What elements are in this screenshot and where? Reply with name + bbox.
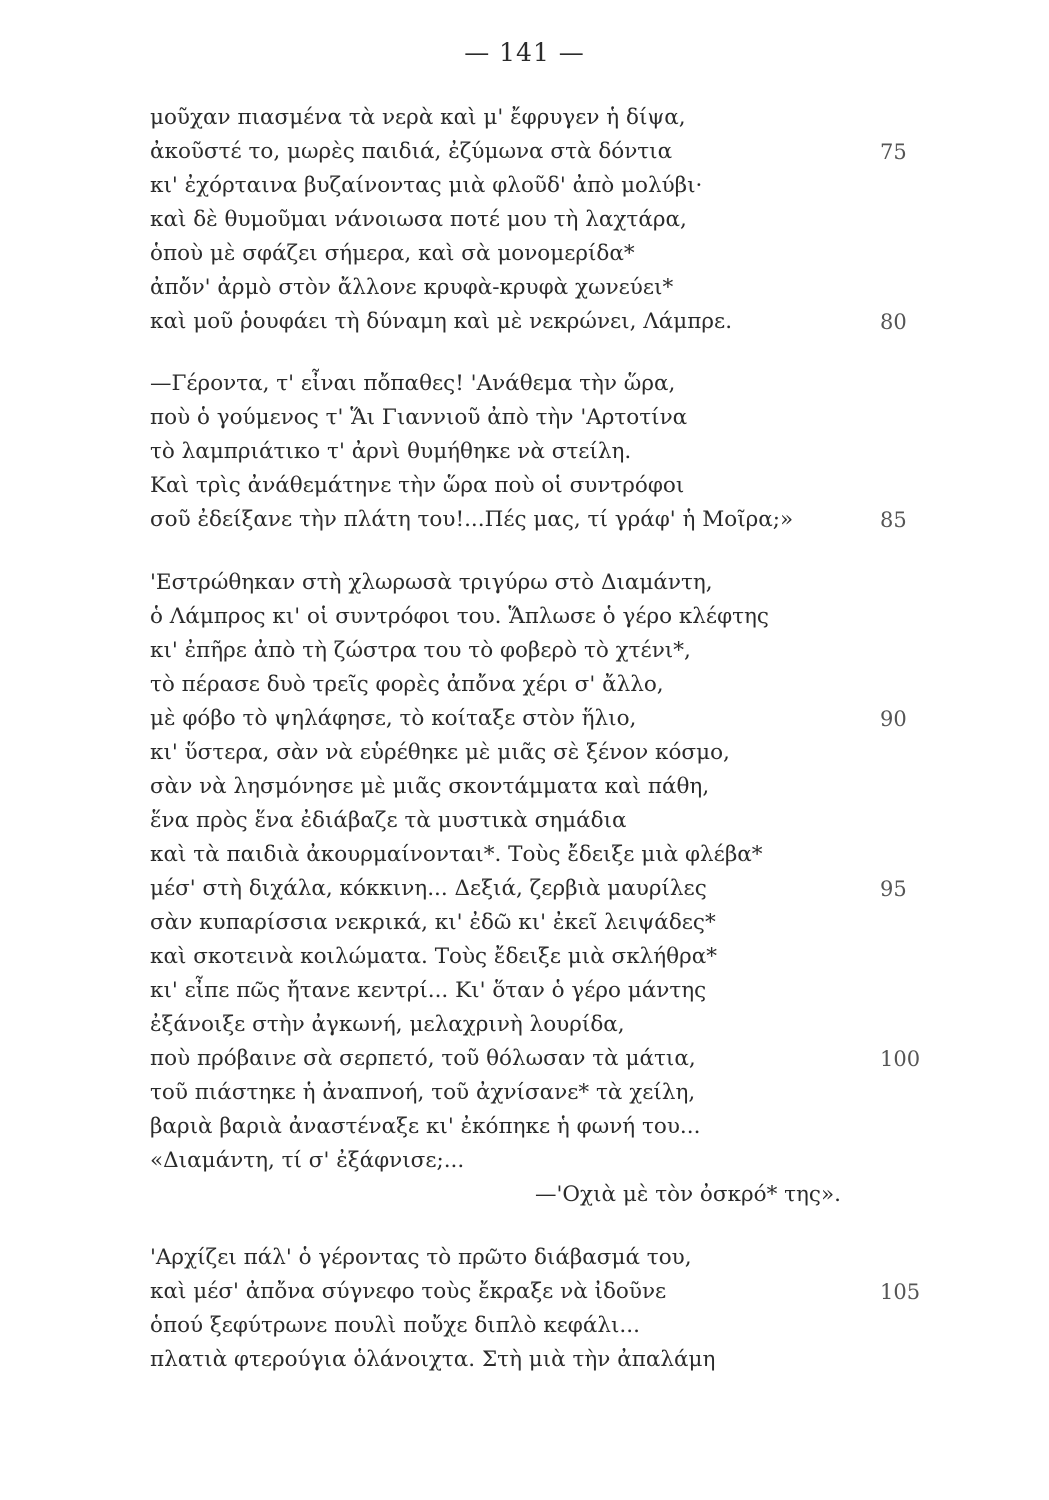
- line-number: 75: [880, 140, 907, 164]
- verse-line: [150, 872, 910, 906]
- verse-line: [150, 101, 910, 135]
- verse-line: [150, 838, 910, 872]
- stanza: [150, 367, 910, 537]
- verse-line: [150, 1241, 910, 1275]
- verse-text: βαριὰ βαριὰ ἀναστέναξε κι' ἐκόπηκε ἡ φωνή του...: [150, 1114, 701, 1139]
- verse-line: [150, 634, 910, 668]
- verse-text: σὰν κυπαρίσσια νεκρικά, κι' ἐδῶ κι' ἐκεῖ λειψάδες*: [150, 910, 716, 935]
- verse-line: [150, 974, 910, 1008]
- verse-text: ἀπὄν' ἀρμὸ στὸν ἄλλονε κρυφὰ-κρυφὰ χωνεύει*: [150, 275, 674, 300]
- verse-text: τὸ πέρασε δυὸ τρεῖς φορὲς ἀπὄνα χέρι σ' ἄλλο,: [150, 672, 664, 697]
- verse-text: ἐξάνοιξε στὴν ἀγκωνή, μελαχρινὴ λουρίδα,: [150, 1012, 625, 1037]
- verse-text: μοῦχαν πιασμένα τὰ νερὰ καὶ μ' ἔφρυγεν ἡ δίψα,: [150, 105, 686, 130]
- verse-text: σὰν νὰ λησμόνησε μὲ μιᾶς σκοντάμματα καὶ πάθη,: [150, 774, 710, 799]
- verse-text: κι' εἶπε πῶς ἤτανε κεντρί... Κι' ὅταν ὁ γέρο μάντης: [150, 978, 707, 1003]
- verse-text: τὸ λαμπριάτικο τ' ἀρνὶ θυμήθηκε νὰ στείλη.: [150, 439, 632, 464]
- stanza: [150, 566, 921, 1212]
- verse-text: ὁποὺ μὲ σφάζει σήμερα, καὶ σὰ μονομερίδα*: [150, 241, 635, 266]
- verse-text: Καὶ τρὶς ἀνάθεμάτηνε τὴν ὥρα ποὺ οἱ συντρόφοι: [150, 473, 685, 498]
- verse-text: μὲ φόβο τὸ ψηλάφησε, τὸ κοίταξε στὸν ἥλιο,: [150, 706, 637, 731]
- verse-text: σοῦ ἐδείξανε τὴν πλάτη του!...Πές μας, τί γράφ' ἡ Μοῖρα;»: [150, 507, 794, 532]
- verse-text: ὁπού ξεφύτρωνε πουλὶ ποὔχε διπλὸ κεφάλι...: [150, 1313, 640, 1338]
- stanza: [150, 101, 910, 339]
- verse-text: καὶ σκοτεινὰ κοιλώματα. Τοὺς ἔδειξε μιὰ σκλήθρα*: [150, 944, 718, 969]
- verse-line: [150, 1343, 910, 1377]
- line-number: 105: [880, 1280, 921, 1304]
- verse-text: κι' ἐπῆρε ἀπὸ τὴ ζώστρα του τὸ φοβερὸ τὸ χτένι*,: [150, 638, 691, 663]
- verse-line: [150, 435, 910, 469]
- verse-line: [150, 367, 910, 401]
- verse-line: [150, 770, 910, 804]
- verse-text: πλατιὰ φτερούγια ὁλάνοιχτα. Στὴ μιὰ τὴν ἀπαλάμη: [150, 1347, 716, 1372]
- page-number: — 141 —: [464, 38, 585, 67]
- verse-line: [150, 203, 910, 237]
- verse-text: ἕνα πρὸς ἕνα ἐδιάβαζε τὰ μυστικὰ σημάδια: [150, 808, 627, 833]
- verse-text: καὶ δὲ θυμοῦμαι νάνοιωσα ποτέ μου τὴ λαχτάρα,: [150, 207, 687, 232]
- verse-line: [150, 906, 910, 940]
- verse-text: 'Εστρώθηκαν στὴ χλωρωσὰ τριγύρω στὸ Διαμάντη,: [150, 570, 713, 595]
- verse-line: [150, 1178, 910, 1212]
- line-number: 100: [880, 1047, 921, 1071]
- verse-line: [150, 1008, 910, 1042]
- verse-text: 'Αρχίζει πάλ' ὁ γέροντας τὸ πρῶτο διάβασμά του,: [150, 1245, 692, 1270]
- line-number: 95: [880, 877, 907, 901]
- verse-line: [150, 169, 910, 203]
- verse-line: [150, 1309, 910, 1343]
- verse-text: ὁ Λάμπρος κι' οἱ συντρόφοι του. Ἅπλωσε ὁ γέρο κλέφτης: [150, 604, 769, 629]
- verse-text: «Διαμάντη, τί σ' ἐξάφνισε;...: [150, 1148, 465, 1173]
- verse-line: [150, 1110, 910, 1144]
- line-number: 90: [880, 707, 907, 731]
- verse-line: [150, 1275, 921, 1309]
- verse-line: [150, 1042, 921, 1076]
- line-number: 80: [880, 310, 907, 334]
- verse-text: ποὺ πρόβαινε σὰ σερπετό, τοῦ θόλωσαν τὰ μάτια,: [150, 1046, 696, 1071]
- verse-text: —Γέροντα, τ' εἶναι πὄπαθες! 'Ανάθεμα τὴν ὥρα,: [150, 371, 676, 396]
- verse-line: [150, 1144, 910, 1178]
- verse-text: ποὺ ὁ γούμενος τ' Ἅι Γιαννιοῦ ἀπὸ τὴν 'Αρτοτίνα: [150, 405, 688, 430]
- verse-line: [150, 600, 910, 634]
- verse-line: [150, 804, 910, 838]
- verse-line: [150, 736, 910, 770]
- verse-text: ἀκοῦστέ το, μωρὲς παιδιά, ἐζύμωνα στὰ δόντια: [150, 139, 673, 164]
- verse-text: —'Οχιὰ μὲ τὸν ὀσκρό* της».: [535, 1182, 841, 1207]
- verse-line: [150, 237, 910, 271]
- verse-line: [150, 940, 910, 974]
- verse-text: τοῦ πιάστηκε ἡ ἀναπνοή, τοῦ ἀχνίσανε* τὰ χείλη,: [150, 1080, 696, 1105]
- verse-line: [150, 271, 910, 305]
- stanza: [150, 1241, 921, 1377]
- verse-text: κι' ὕστερα, σὰν νὰ εὑρέθηκε μὲ μιᾶς σὲ ξένον κόσμο,: [150, 740, 730, 765]
- verse-line: [150, 702, 910, 736]
- verse-line: [150, 135, 910, 169]
- line-number: 85: [880, 508, 907, 532]
- verse-line: [150, 566, 910, 600]
- verse-text: μέσ' στὴ διχάλα, κόκκινη... Δεξιά, ζερβιὰ μαυρίλες: [150, 876, 707, 901]
- verse-text: κι' ἐχόρταινα βυζαίνοντας μιὰ φλοῦδ' ἀπὸ μολύβι·: [150, 173, 703, 198]
- verse-line: [150, 668, 910, 702]
- verse-line: [150, 305, 910, 339]
- verse-text: καὶ μέσ' ἀπὄνα σύγνεφο τοὺς ἔκραξε νὰ ἰδοῦνε: [150, 1279, 667, 1304]
- verse-text: καὶ μοῦ ῥουφάει τὴ δύναμη καὶ μὲ νεκρώνει, Λάμπρε.: [150, 309, 733, 334]
- verse-text: καὶ τὰ παιδιὰ ἀκουρμαίνονται*. Τοὺς ἔδειξε μιὰ φλέβα*: [150, 842, 763, 867]
- verse-line: [150, 401, 910, 435]
- verse-line: [150, 503, 910, 537]
- verse-line: [150, 469, 910, 503]
- verse-line: [150, 1076, 910, 1110]
